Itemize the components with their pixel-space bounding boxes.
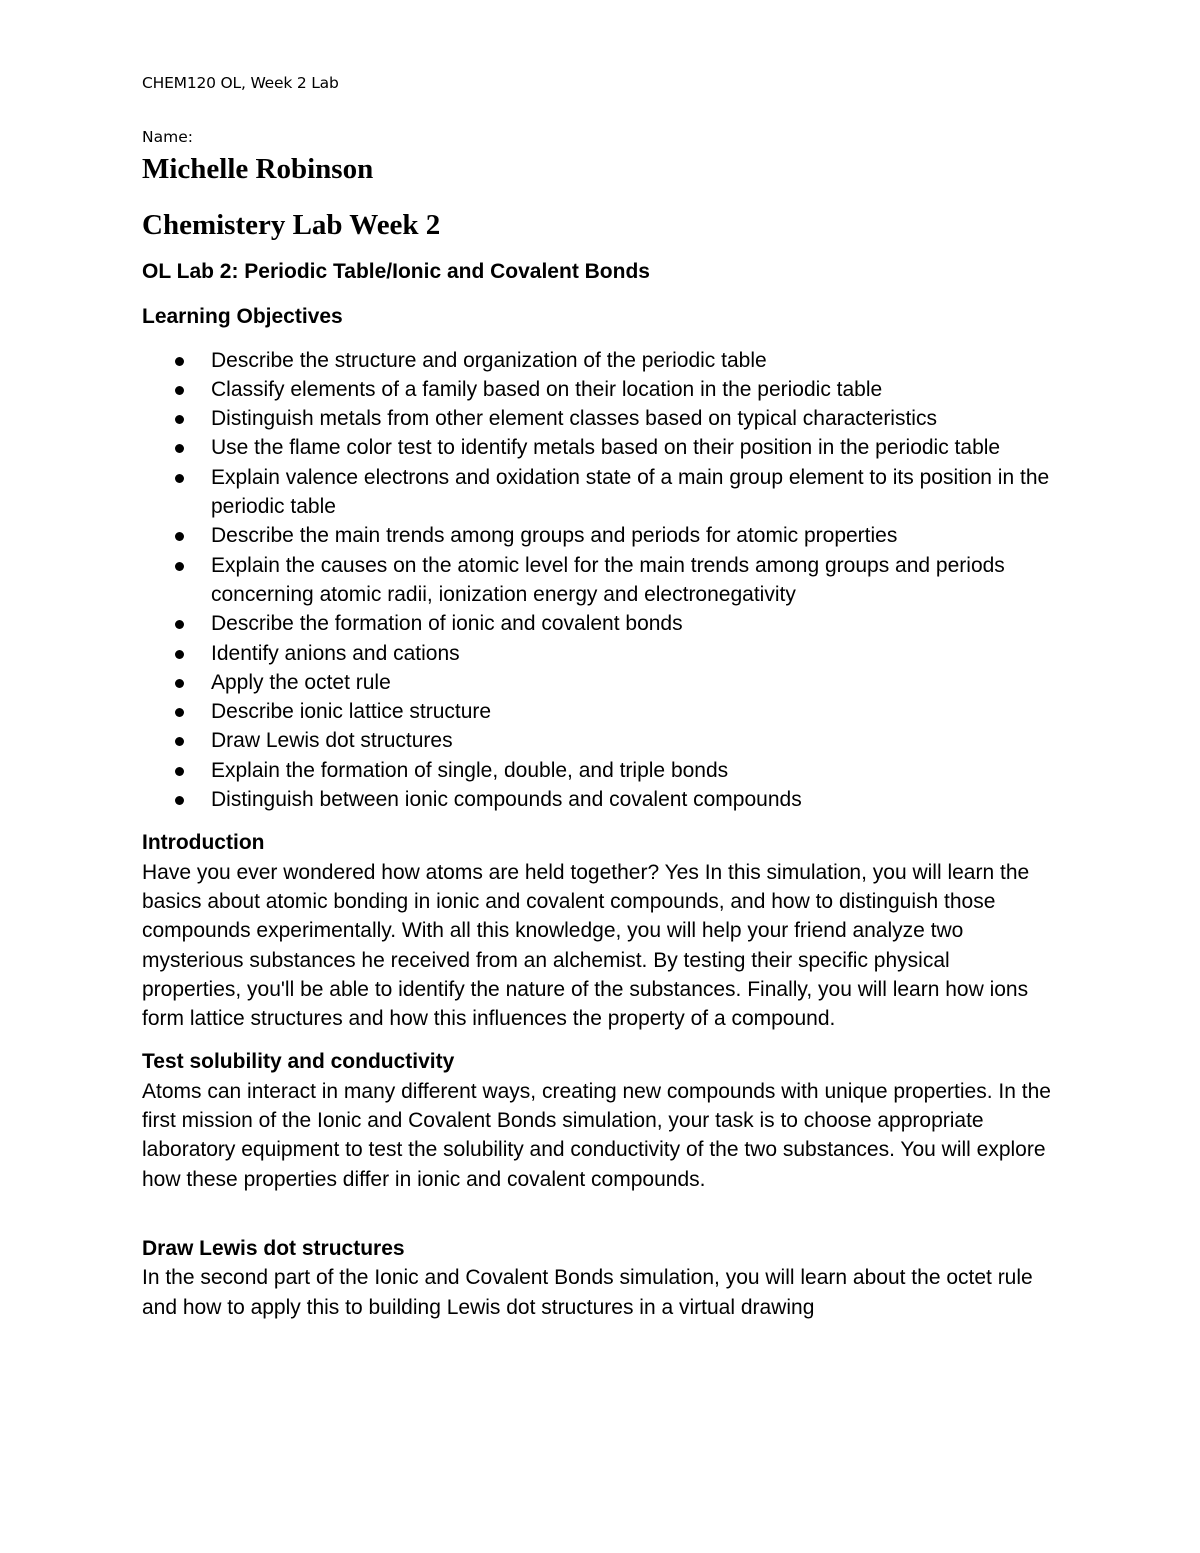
objective-item <box>142 375 1051 404</box>
objective-text: Distinguish between ionic compounds and covalent compounds <box>211 788 802 812</box>
document-title: Chemistery Lab Week 2 <box>142 209 441 241</box>
introduction-section <box>142 828 1062 1033</box>
bullet-icon <box>175 708 184 717</box>
objective-item <box>142 639 1051 668</box>
bullet-icon <box>175 562 184 571</box>
bullet-icon <box>175 679 184 688</box>
objective-text: Classify elements of a family based on their location in the periodic table <box>211 377 883 401</box>
objective-item <box>142 609 1051 638</box>
bullet-icon <box>175 444 184 453</box>
solubility-section <box>142 1047 1062 1193</box>
objective-item <box>142 433 1051 462</box>
objective-text: Describe the formation of ionic and covalent bonds <box>211 612 683 636</box>
objective-text: Use the flame color test to identify metals based on their position in the periodic table <box>211 436 1001 460</box>
lewis-text: In the second part of the Ionic and Covalent Bonds simulation, you will learn about the octet rule and how to apply this to building Lewis dot structures in a virtual drawing <box>142 1266 1033 1319</box>
objective-item <box>142 521 1051 550</box>
document-body <box>142 257 1062 1322</box>
bullet-icon <box>175 767 184 776</box>
student-name: Michelle Robinson <box>142 153 374 185</box>
solubility-heading: Test solubility and conductivity <box>142 1050 455 1074</box>
lewis-section <box>142 1234 1062 1322</box>
objective-item <box>142 785 1051 814</box>
objective-text: Draw Lewis dot structures <box>211 729 453 753</box>
name-label: Name: <box>142 128 193 146</box>
objective-item <box>142 697 1051 726</box>
solubility-text: Atoms can interact in many different ways, creating new compounds with unique properties. In the first mission of the Ionic and Covalent Bonds simulation, your task is to choose appropriate laboratory equipment to test the solubility and conductivity of the two substances. You will explore how these properties differ in ionic and covalent compounds. <box>142 1079 1051 1191</box>
bullet-icon <box>175 386 184 395</box>
objective-item <box>142 551 1051 610</box>
bullet-icon <box>175 796 184 805</box>
course-header: CHEM120 OL, Week 2 Lab <box>142 74 339 92</box>
bullet-icon <box>175 650 184 659</box>
objective-item <box>142 756 1051 785</box>
objective-item <box>142 463 1051 522</box>
objective-item <box>142 404 1051 433</box>
objective-text: Describe the main trends among groups and periods for atomic properties <box>211 524 898 548</box>
introduction-heading: Introduction <box>142 831 265 855</box>
objective-text: Describe the structure and organization of the periodic table <box>211 348 767 372</box>
objectives-list <box>142 346 1062 815</box>
bullet-icon <box>175 737 184 746</box>
objective-text: Distinguish metals from other element classes based on typical characteristics <box>211 407 937 431</box>
objective-text: Explain valence electrons and oxidation state of a main group element to its position in the periodic table <box>211 465 1050 519</box>
bullet-icon <box>175 620 184 629</box>
objectives-heading: Learning Objectives <box>142 305 343 329</box>
bullet-icon <box>175 532 184 541</box>
objective-text: Explain the causes on the atomic level for the main trends among groups and periods concerning atomic radii, ionization energy and electronegativity <box>211 553 1005 606</box>
objective-item <box>142 346 1051 375</box>
lewis-heading: Draw Lewis dot structures <box>142 1236 405 1260</box>
lab-title: OL Lab 2: Periodic Table/Ionic and Covalent Bonds <box>142 260 650 283</box>
bullet-icon <box>175 415 184 424</box>
introduction-text: Have you ever wondered how atoms are held together? Yes In this simulation, you will learn the basics about atomic bonding in ionic and covalent compounds, and how to distinguish those compounds experimentally. With all this knowledge, you will help your friend analyze two mysterious substances he received from an alchemist. By testing their specific physical properties, you'll be able to identify the nature of the substances. Finally, you will learn how ions form lattice structures and how this influences the property of a compound. <box>142 860 1030 1031</box>
objective-text: Describe ionic lattice structure <box>211 700 492 724</box>
objective-text: Explain the formation of single, double, and triple bonds <box>211 758 729 782</box>
objective-item <box>142 668 1051 697</box>
objective-text: Apply the octet rule <box>211 670 391 694</box>
objective-text: Identify anions and cations <box>211 641 460 665</box>
bullet-icon <box>175 474 184 483</box>
objective-item <box>142 726 1051 755</box>
bullet-icon <box>175 357 184 366</box>
